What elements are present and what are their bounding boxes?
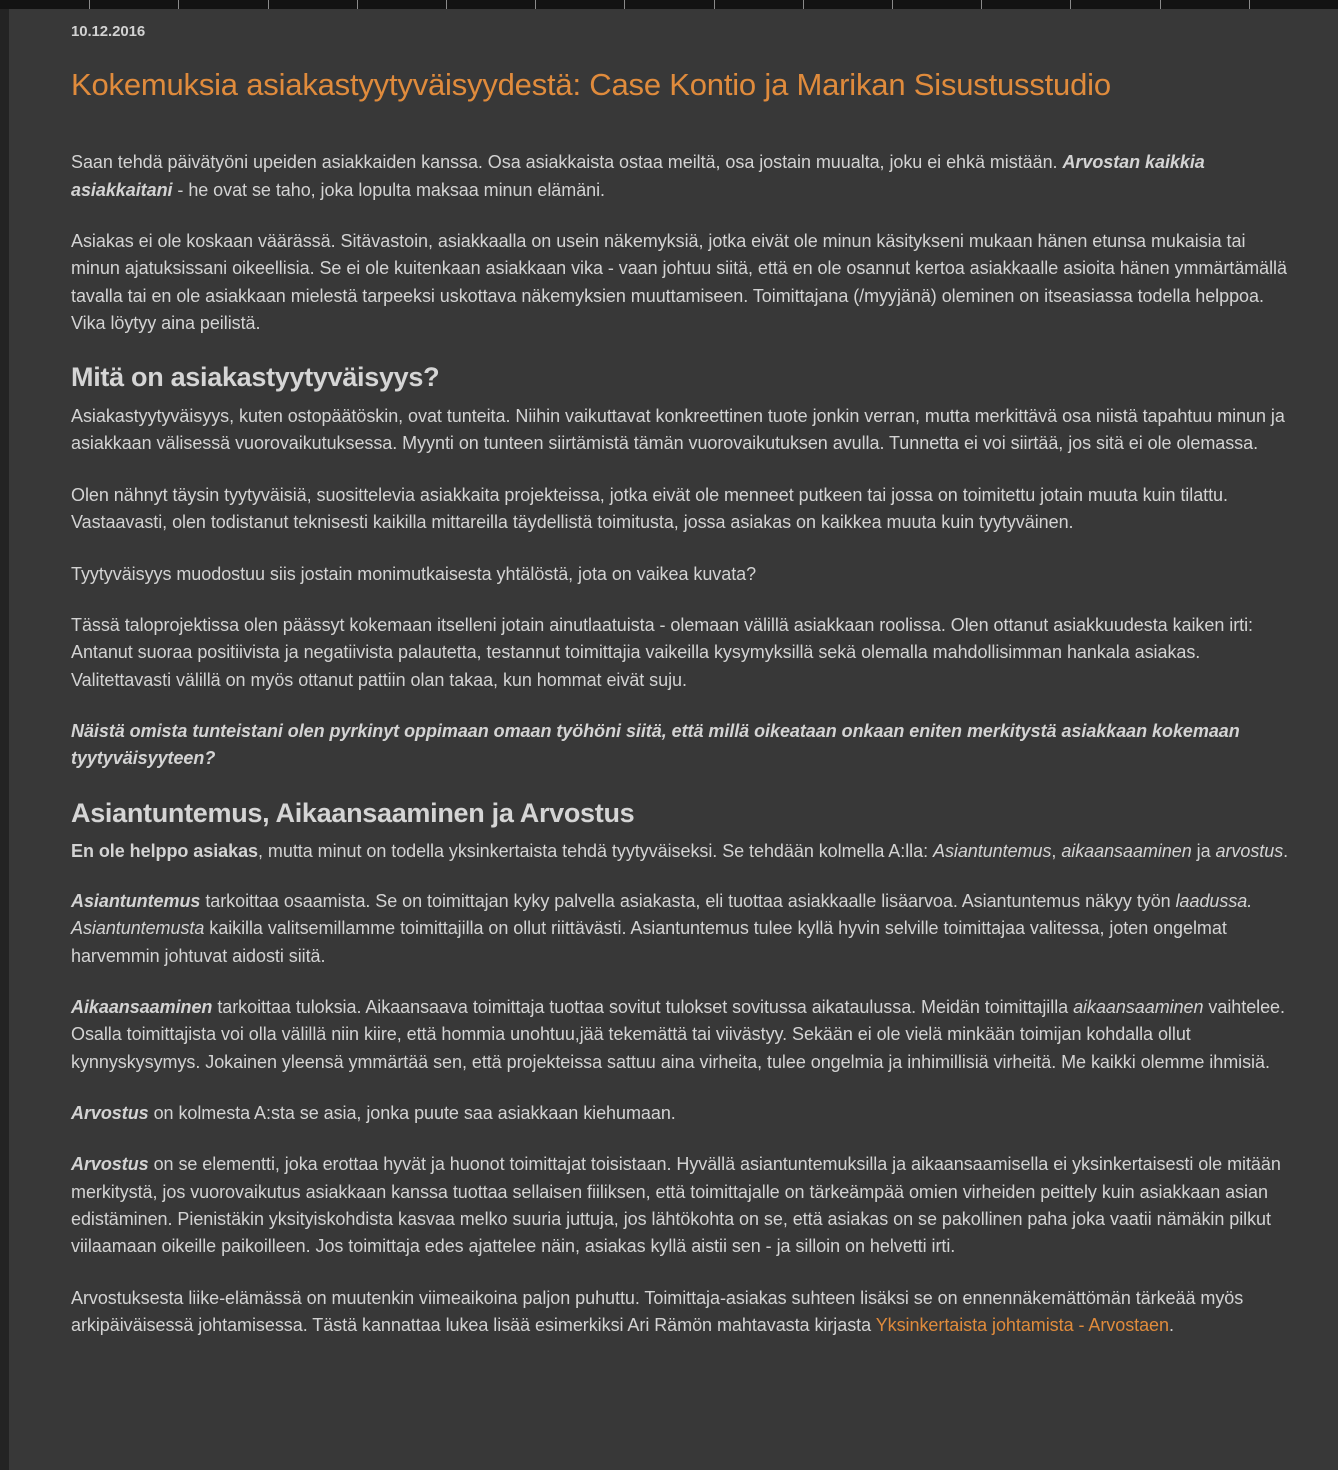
section1-paragraph-1: Asiakastyytyväisyys, kuten ostopäätöskin, ovat tunteita. Niihin vaikuttavat konkreettinen tuote jonkin verran, mutta merkittävä osa niistä tapahtuu minun ja asiakkaan välisessä vuorovaikutuksessa. Myynti on tunteen siirtämistä tämän vuorovaikutuksen avulla. Tunnetta ei voi siirtää, jos sitä ei ole olemassa. bbox=[71, 406, 1285, 454]
top-ruler-strip bbox=[0, 0, 1338, 9]
intro-p1-text-a: Saan tehdä päivätyöni upeiden asiakkaiden kanssa. Osa asiakkaista ostaa meiltä, osa jostain muualta, joku ei ehkä mistään. bbox=[71, 152, 1063, 173]
section2-p2-text-a: tarkoittaa osaamista. Se on toimittajan kyky palvella asiakasta, eli tuottaa asiakkaalle lisäarvoa. Asiantuntemus näkyy työn bbox=[200, 890, 1176, 911]
intro-paragraph-1 bbox=[71, 149, 1298, 204]
section2-p6-text-b: . bbox=[1168, 1315, 1174, 1336]
left-gutter-strip bbox=[0, 9, 9, 1470]
section2-p3-italic-aikaansaaminen: aikaansaaminen bbox=[1073, 996, 1204, 1017]
article-page-canvas bbox=[9, 9, 1338, 1470]
section1-paragraph-4: Tässä taloprojektissa olen päässyt kokemaan itselleni jotain ainutlaatuista - olemaan välillä asiakkaan roolissa. Olen ottanut asiakkuudesta kaiken irti: Antanut suoraa positiivista ja negatiivista palautetta, testannut toimittajia vaikeilla kysymyksillä sekä olemalla mahdollisimman hankala asiakas. Valitettavasti välillä on myös ottanut pattiin olan takaa, kun hommat eivät suju. bbox=[71, 614, 1253, 690]
ruler-tick bbox=[1249, 0, 1250, 9]
section2-p1-italic-asiantuntemus: Asiantuntemus bbox=[932, 841, 1052, 862]
section2-p1-italic-arvostus: arvostus bbox=[1215, 841, 1284, 862]
ruler-tick bbox=[446, 0, 447, 9]
section2-p3-lead-aikaansaaminen: Aikaansaaminen bbox=[71, 996, 213, 1017]
section2-p2-italic-laadussa: laadussa. Asiantuntemusta bbox=[71, 890, 1253, 939]
section2-p1-text-d: . bbox=[1283, 841, 1289, 862]
intro-p1-emphasis: Arvostan kaikkia asiakkaitani bbox=[71, 152, 1205, 200]
intro-paragraph-2: Asiakas ei ole koskaan väärässä. Sitävastoin, asiakkaalla on usein näkemyksiä, jotka eivät ole minun käsitykseni mukaan hänen etunsa mukaisia tai minun ajatuksissani oikeellisia. Se ei ole kuitenkaan asiakkaan vika - vaan johtuu siitä, että en ole osannut kertoa asiakkaalle asioita hänen ymmärtämällä tavalla tai en ole asiakkaan mielestä tarpeeksi uskottava näkemyksien muuttamiseen. Toimittajana (/myyjänä) oleminen on itseasiassa todella helppoa. Vika löytyy aina peilistä. bbox=[71, 230, 1287, 333]
page-title: Kokemuksia asiakastyytyväisyydestä: Case Kontio ja Marikan Sisustusstudio bbox=[71, 67, 1111, 102]
ruler-tick bbox=[1070, 0, 1071, 9]
section2-p1-text-c: ja bbox=[1191, 841, 1216, 862]
section2-p1-text-b: , bbox=[1051, 841, 1062, 862]
section2-paragraph-arvostus-1 bbox=[71, 1100, 1298, 1127]
section2-p2-text-b: kaikilla valitsemillamme toimittajilla on ollut riittävästi. Asiantuntemus tulee kyllä hyvin selville toimittajaa valitessa, joten ongelmat harvemmin johtuvat aidosti siitä. bbox=[71, 918, 1227, 966]
ruler-tick bbox=[178, 0, 179, 9]
section2-p1-bold-lead: En ole helppo asiakas bbox=[71, 841, 259, 862]
section2-p1-italic-aikaansaaminen: aikaansaaminen bbox=[1061, 841, 1192, 862]
section1-paragraph-2: Olen nähnyt täysin tyytyväisiä, suosittelevia asiakkaita projekteissa, jotka eivät ole menneet putkeen tai jossa on toimitettu jotain muuta kuin tilattu. Vastaavasti, olen todistanut teknisesti kaikilla mittareilla täydellistä toimitusta, jossa asiakas on kaikkea muuta kuin tyytyväinen. bbox=[71, 484, 1228, 533]
section2-paragraph-arvostus-2 bbox=[71, 1151, 1298, 1260]
section2-p3-text-a: tarkoittaa tuloksia. Aikaansaava toimittaja tuottaa sovitut tulokset sovitussa aikataulussa. Meidän toimittajilla bbox=[212, 996, 1074, 1017]
section2-p6-text-a: Arvostuksesta liike-elämässä on muutenkin viimeaikoina paljon puhuttu. Toimittaja-asiakas suhteen lisäksi se on ennennäkemättömän tärkeää myös arkipäiväisessä johtamisessa. Tästä kannattaa lukea lisää esimerkiksi Ari Rämön mahtavasta kirjasta bbox=[71, 1287, 1244, 1336]
section-heading-kolme-aata: Asiantuntemus, Aikaansaaminen ja Arvostus bbox=[71, 797, 635, 828]
intro-p1-text-b: - he ovat se taho, joka lopulta maksaa minun elämäni. bbox=[172, 179, 606, 200]
ruler-tick bbox=[1160, 0, 1161, 9]
section2-p5-text-a: on se elementti, joka erottaa hyvät ja huonot toimittajat toisistaan. Hyvällä asiantuntemuksilla ja aikaansaamisella ei yksinkertaisesti ole mitään merkitystä, jos vuorovaikutus asiakkaan kanssa tuottaa sellaisen fiiliksen, että toimittajalle on tärkeämpää omien virheiden peittely kuin asiakkaan asian edistäminen. Pienistäkin yksityiskohdista kasvaa melko suuria juttuja, jos lähtökohta on se, että asiakas on se pakollinen paha joka vaatii nämäkin pilkut viilaamaan oikeille paikoilleen. Jos toimittaja edes ajattelee näin, asiakas kyllä aistii sen - ja silloin on helvetti irti. bbox=[71, 1154, 1281, 1257]
ruler-tick bbox=[89, 0, 90, 9]
section2-p5-lead-arvostus: Arvostus bbox=[71, 1154, 149, 1175]
section1-paragraph-3: Tyytyväisyys muodostuu siis jostain monimutkaisesta yhtälöstä, jota on vaikea kuvata? bbox=[71, 563, 757, 584]
section2-p4-text-a: on kolmesta A:sta se asia, jonka puute saa asiakkaan kiehumaan. bbox=[148, 1102, 676, 1123]
ruler-tick bbox=[714, 0, 715, 9]
section2-paragraph-1 bbox=[71, 838, 1298, 865]
ruler-tick bbox=[268, 0, 269, 9]
ruler-tick bbox=[981, 0, 982, 9]
section2-p3-text-b: vaihtelee. Osalla toimittajista voi olla välillä niin kiire, että hommia unohtuu,jää tekemättä tai viivästyy. Sekään ei ole vielä minkään toimijan kohdalla ollut kynnyskysymys. Jokainen yleensä ymmärtää sen, että projekteissa sattuu aina virheita, tulee ongelmia ja inhimillisiä virheitä. Me kaikki olemme ihmisiä. bbox=[71, 996, 1285, 1072]
section2-p4-lead-arvostus: Arvostus bbox=[71, 1102, 149, 1123]
section2-p2-lead-asiantuntemus: Asiantuntemus bbox=[71, 890, 201, 911]
section1-emphasis-paragraph: Näistä omista tunteistani olen pyrkinyt oppimaan omaan työhöni siitä, että millä oikeataan onkaan eniten merkitystä asiakkaan kokemaan tyytyväisyyteen? bbox=[71, 720, 1240, 769]
ruler-tick bbox=[624, 0, 625, 9]
ruler-tick bbox=[803, 0, 804, 9]
article-container bbox=[9, 9, 1338, 1339]
section2-paragraph-aikaansaaminen bbox=[71, 994, 1298, 1076]
section2-paragraph-asiantuntemus bbox=[71, 888, 1298, 970]
section2-p1-text-a: , mutta minut on todella yksinkertaista tehdä tyytyväiseksi. Se tehdään kolmella A:lla: bbox=[258, 841, 933, 862]
post-date: 10.12.2016 bbox=[71, 23, 146, 40]
ruler-tick bbox=[535, 0, 536, 9]
section2-paragraph-closing bbox=[71, 1285, 1298, 1340]
section-heading-asiakastyytyvaisyys: Mitä on asiakastyytyväisyys? bbox=[71, 362, 440, 393]
book-link-yksinkertaista-johtamista[interactable]: Yksinkertaista johtamista - Arvostaen bbox=[875, 1315, 1169, 1336]
ruler-tick bbox=[357, 0, 358, 9]
ruler-tick bbox=[892, 0, 893, 9]
